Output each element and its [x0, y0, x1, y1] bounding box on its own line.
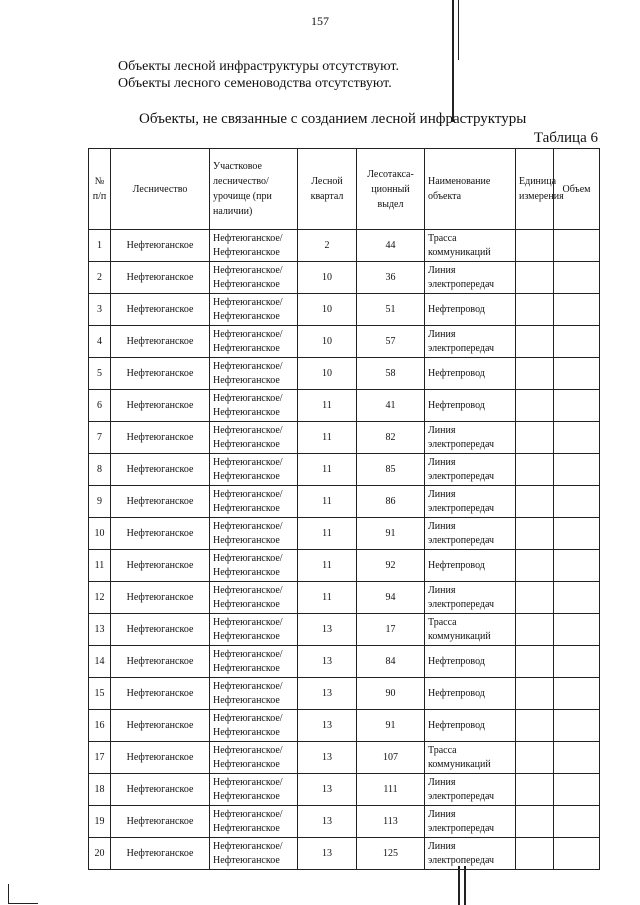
cell-tract: Нефтеюганское/ Нефтеюганское	[210, 454, 298, 486]
cell-object: Линия электропередач	[425, 806, 516, 838]
cell-num: 4	[89, 326, 111, 358]
cell-allotment: 57	[357, 326, 425, 358]
cell-volume	[554, 262, 600, 294]
cell-tract: Нефтеюганское/ Нефтеюганское	[210, 582, 298, 614]
cell-num: 7	[89, 422, 111, 454]
cell-volume	[554, 710, 600, 742]
cell-quarter: 13	[298, 678, 357, 710]
cell-object: Нефтепровод	[425, 646, 516, 678]
cell-volume	[554, 358, 600, 390]
cell-forestry: Нефтеюганское	[111, 262, 210, 294]
cell-volume	[554, 550, 600, 582]
cell-quarter: 13	[298, 614, 357, 646]
table-body	[89, 230, 600, 870]
cell-num: 3	[89, 294, 111, 326]
table-row	[89, 454, 600, 486]
table-row	[89, 358, 600, 390]
cell-allotment: 36	[357, 262, 425, 294]
cell-quarter: 11	[298, 550, 357, 582]
header-num: № п/п	[89, 149, 111, 230]
cell-forestry: Нефтеюганское	[111, 486, 210, 518]
table-row	[89, 390, 600, 422]
cell-volume	[554, 614, 600, 646]
cell-allotment: 94	[357, 582, 425, 614]
cell-volume	[554, 646, 600, 678]
cell-allotment: 125	[357, 838, 425, 870]
intro-text	[118, 58, 399, 92]
cell-unit	[516, 454, 554, 486]
cell-num: 2	[89, 262, 111, 294]
cell-allotment: 90	[357, 678, 425, 710]
cell-unit	[516, 294, 554, 326]
cell-num: 10	[89, 518, 111, 550]
cell-object: Нефтепровод	[425, 358, 516, 390]
cell-tract: Нефтеюганское/ Нефтеюганское	[210, 326, 298, 358]
cell-num: 12	[89, 582, 111, 614]
cell-quarter: 13	[298, 742, 357, 774]
cell-tract: Нефтеюганское/ Нефтеюганское	[210, 646, 298, 678]
table-row	[89, 710, 600, 742]
cell-volume	[554, 294, 600, 326]
cell-object: Нефтепровод	[425, 678, 516, 710]
table-row	[89, 774, 600, 806]
cell-allotment: 85	[357, 454, 425, 486]
scan-mark-vertical-bottom-2	[464, 866, 466, 905]
cell-volume	[554, 454, 600, 486]
cell-forestry: Нефтеюганское	[111, 710, 210, 742]
cell-forestry: Нефтеюганское	[111, 294, 210, 326]
cell-quarter: 13	[298, 710, 357, 742]
cell-allotment: 58	[357, 358, 425, 390]
cell-forestry: Нефтеюганское	[111, 838, 210, 870]
cell-num: 11	[89, 550, 111, 582]
table-row	[89, 422, 600, 454]
cell-unit	[516, 678, 554, 710]
cell-forestry: Нефтеюганское	[111, 806, 210, 838]
cell-num: 15	[89, 678, 111, 710]
cell-object: Трасса коммуникаций	[425, 230, 516, 262]
cell-unit	[516, 326, 554, 358]
cell-tract: Нефтеюганское/ Нефтеюганское	[210, 486, 298, 518]
table-row	[89, 678, 600, 710]
cell-tract: Нефтеюганское/ Нефтеюганское	[210, 838, 298, 870]
page-number: 157	[311, 14, 329, 28]
cell-forestry: Нефтеюганское	[111, 326, 210, 358]
cell-allotment: 113	[357, 806, 425, 838]
cell-forestry: Нефтеюганское	[111, 358, 210, 390]
cell-unit	[516, 486, 554, 518]
table-row	[89, 518, 600, 550]
cell-forestry: Нефтеюганское	[111, 422, 210, 454]
cell-num: 20	[89, 838, 111, 870]
cell-forestry: Нефтеюганское	[111, 550, 210, 582]
cell-unit	[516, 614, 554, 646]
cell-tract: Нефтеюганское/ Нефтеюганское	[210, 518, 298, 550]
cell-quarter: 11	[298, 454, 357, 486]
cell-tract: Нефтеюганское/ Нефтеюганское	[210, 806, 298, 838]
section-title: Объекты, не связанные с созданием лесной инфраструктуры	[139, 111, 527, 127]
cell-forestry: Нефтеюганское	[111, 518, 210, 550]
cell-unit	[516, 710, 554, 742]
table-row	[89, 742, 600, 774]
cell-object: Линия электропередач	[425, 454, 516, 486]
cell-unit	[516, 262, 554, 294]
table-row	[89, 838, 600, 870]
cell-forestry: Нефтеюганское	[111, 614, 210, 646]
cell-tract: Нефтеюганское/ Нефтеюганское	[210, 422, 298, 454]
header-allotment: Лесотакса-ционный выдел	[357, 149, 425, 230]
cell-num: 18	[89, 774, 111, 806]
cell-volume	[554, 486, 600, 518]
cell-object: Линия электропередач	[425, 486, 516, 518]
header-quarter: Лесной квартал	[298, 149, 357, 230]
cell-unit	[516, 742, 554, 774]
cell-tract: Нефтеюганское/ Нефтеюганское	[210, 294, 298, 326]
cell-unit	[516, 550, 554, 582]
scan-mark-left-corner-h	[8, 903, 38, 904]
cell-num: 9	[89, 486, 111, 518]
cell-num: 8	[89, 454, 111, 486]
cell-volume	[554, 806, 600, 838]
cell-quarter: 11	[298, 486, 357, 518]
cell-num: 17	[89, 742, 111, 774]
intro-line-infrastructure: Объекты лесной инфраструктуры отсутствуют.	[118, 59, 399, 74]
cell-num: 16	[89, 710, 111, 742]
cell-tract: Нефтеюганское/ Нефтеюганское	[210, 550, 298, 582]
table-row	[89, 294, 600, 326]
cell-tract: Нефтеюганское/ Нефтеюганское	[210, 358, 298, 390]
cell-forestry: Нефтеюганское	[111, 390, 210, 422]
cell-forestry: Нефтеюганское	[111, 454, 210, 486]
cell-quarter: 2	[298, 230, 357, 262]
table-row	[89, 806, 600, 838]
cell-forestry: Нефтеюганское	[111, 230, 210, 262]
header-unit: Единица измерения	[516, 149, 554, 230]
cell-allotment: 44	[357, 230, 425, 262]
cell-object: Линия электропередач	[425, 262, 516, 294]
cell-quarter: 10	[298, 358, 357, 390]
cell-object: Трасса коммуникаций	[425, 614, 516, 646]
cell-num: 19	[89, 806, 111, 838]
header-volume: Объем	[554, 149, 600, 230]
table-row	[89, 262, 600, 294]
cell-object: Линия электропередач	[425, 582, 516, 614]
cell-unit	[516, 390, 554, 422]
cell-unit	[516, 358, 554, 390]
cell-unit	[516, 582, 554, 614]
header-tract: Участковое лесничество/урочище (при наличии)	[210, 149, 298, 230]
cell-volume	[554, 838, 600, 870]
cell-object: Линия электропередач	[425, 838, 516, 870]
intro-line-seed: Объекты лесного семеноводства отсутствуют.	[118, 76, 392, 91]
header-forestry: Лесничество	[111, 149, 210, 230]
cell-volume	[554, 390, 600, 422]
cell-forestry: Нефтеюганское	[111, 774, 210, 806]
cell-allotment: 91	[357, 518, 425, 550]
table-row	[89, 326, 600, 358]
cell-forestry: Нефтеюганское	[111, 582, 210, 614]
scan-mark-vertical-bottom	[458, 866, 460, 905]
cell-quarter: 10	[298, 262, 357, 294]
cell-unit	[516, 838, 554, 870]
cell-tract: Нефтеюганское/ Нефтеюганское	[210, 710, 298, 742]
cell-tract: Нефтеюганское/ Нефтеюганское	[210, 742, 298, 774]
cell-object: Линия электропередач	[425, 326, 516, 358]
cell-volume	[554, 518, 600, 550]
table-row	[89, 550, 600, 582]
table-row	[89, 486, 600, 518]
cell-unit	[516, 774, 554, 806]
cell-volume	[554, 774, 600, 806]
cell-volume	[554, 230, 600, 262]
cell-tract: Нефтеюганское/ Нефтеюганское	[210, 774, 298, 806]
cell-allotment: 84	[357, 646, 425, 678]
cell-tract: Нефтеюганское/ Нефтеюганское	[210, 262, 298, 294]
cell-allotment: 86	[357, 486, 425, 518]
cell-tract: Нефтеюганское/ Нефтеюганское	[210, 390, 298, 422]
cell-object: Нефтепровод	[425, 710, 516, 742]
table-label: Таблица 6	[533, 130, 598, 146]
cell-unit	[516, 518, 554, 550]
cell-object: Нефтепровод	[425, 550, 516, 582]
cell-allotment: 91	[357, 710, 425, 742]
table-row	[89, 230, 600, 262]
cell-volume	[554, 422, 600, 454]
cell-unit	[516, 646, 554, 678]
cell-tract: Нефтеюганское/ Нефтеюганское	[210, 230, 298, 262]
cell-forestry: Нефтеюганское	[111, 742, 210, 774]
table-row	[89, 582, 600, 614]
cell-object: Линия электропередач	[425, 518, 516, 550]
cell-allotment: 107	[357, 742, 425, 774]
cell-volume	[554, 582, 600, 614]
cell-quarter: 11	[298, 582, 357, 614]
cell-allotment: 17	[357, 614, 425, 646]
cell-volume	[554, 678, 600, 710]
cell-quarter: 13	[298, 774, 357, 806]
scan-mark-vertical-top	[452, 0, 454, 122]
table-row	[89, 646, 600, 678]
cell-forestry: Нефтеюганское	[111, 646, 210, 678]
cell-quarter: 11	[298, 518, 357, 550]
header-object: Наименование объекта	[425, 149, 516, 230]
cell-object: Нефтепровод	[425, 294, 516, 326]
table-header-row	[89, 149, 600, 230]
cell-unit	[516, 422, 554, 454]
cell-unit	[516, 230, 554, 262]
cell-allotment: 92	[357, 550, 425, 582]
cell-quarter: 11	[298, 390, 357, 422]
cell-forestry: Нефтеюганское	[111, 678, 210, 710]
cell-num: 1	[89, 230, 111, 262]
scan-mark-vertical-top-2	[458, 0, 459, 60]
cell-tract: Нефтеюганское/ Нефтеюганское	[210, 614, 298, 646]
cell-allotment: 82	[357, 422, 425, 454]
cell-volume	[554, 326, 600, 358]
cell-num: 6	[89, 390, 111, 422]
cell-allotment: 111	[357, 774, 425, 806]
cell-tract: Нефтеюганское/ Нефтеюганское	[210, 678, 298, 710]
objects-table	[88, 148, 600, 870]
cell-unit	[516, 806, 554, 838]
cell-num: 14	[89, 646, 111, 678]
cell-quarter: 11	[298, 422, 357, 454]
cell-volume	[554, 742, 600, 774]
cell-object: Линия электропередач	[425, 774, 516, 806]
scan-mark-left-corner	[8, 884, 9, 904]
cell-quarter: 13	[298, 806, 357, 838]
cell-object: Нефтепровод	[425, 390, 516, 422]
cell-allotment: 41	[357, 390, 425, 422]
cell-quarter: 13	[298, 838, 357, 870]
cell-quarter: 13	[298, 646, 357, 678]
cell-quarter: 10	[298, 326, 357, 358]
cell-object: Линия электропередач	[425, 422, 516, 454]
cell-num: 13	[89, 614, 111, 646]
table-row	[89, 614, 600, 646]
cell-quarter: 10	[298, 294, 357, 326]
cell-object: Трасса коммуникаций	[425, 742, 516, 774]
cell-allotment: 51	[357, 294, 425, 326]
cell-num: 5	[89, 358, 111, 390]
